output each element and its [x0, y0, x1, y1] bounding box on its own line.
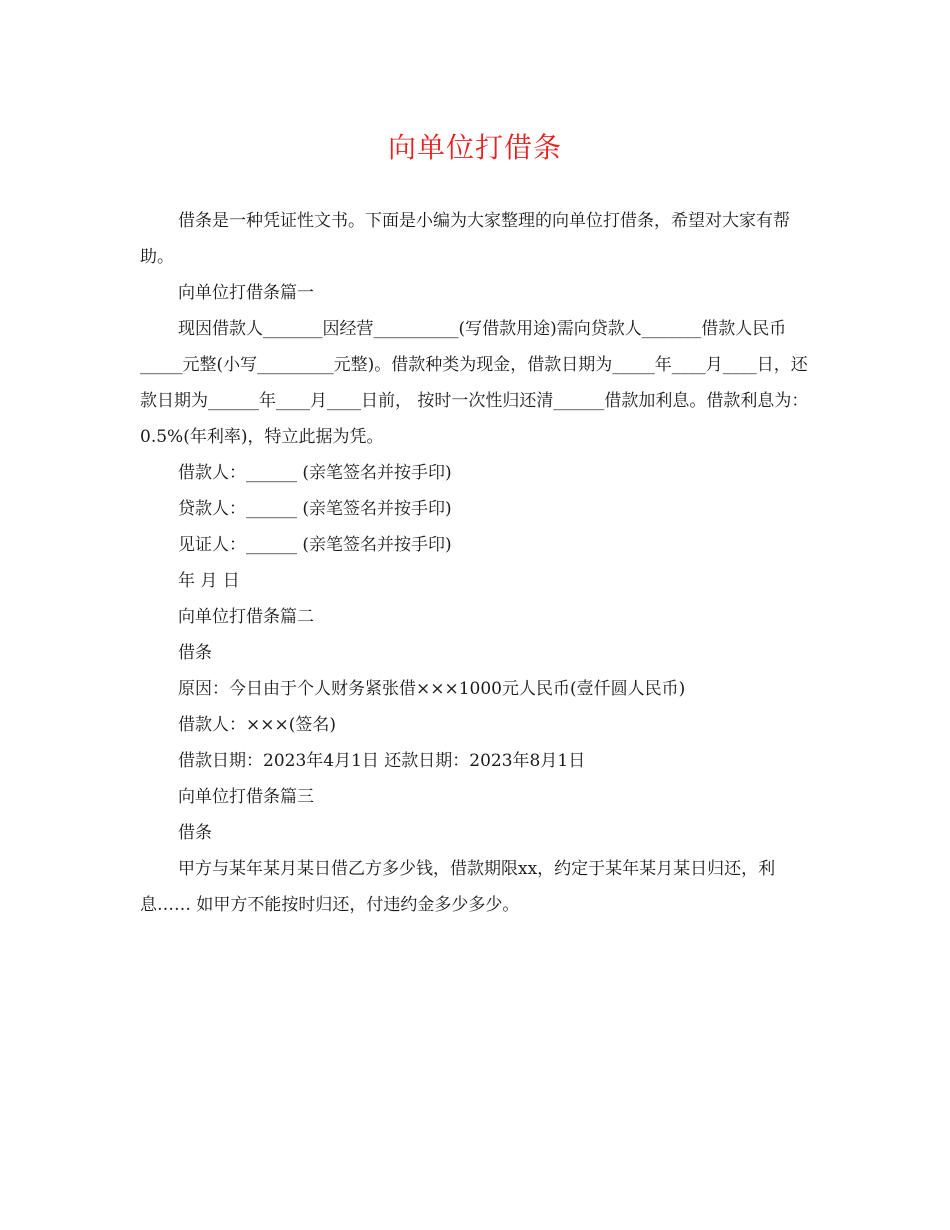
section1-borrower-line: 借款人：______ (亲笔签名并按手印)	[178, 463, 452, 483]
section1-heading: 向单位打借条篇一	[178, 283, 314, 303]
page-title: 向单位打借条	[387, 131, 562, 164]
section3-heading: 向单位打借条篇三	[178, 787, 314, 807]
intro-paragraph: 借条是一种凭证性文书。下面是小编为大家整理的向单位打借条，希望对大家有帮助。	[140, 211, 790, 267]
section2-label: 借条	[178, 643, 212, 663]
section1-lender-line: 贷款人：______ (亲笔签名并按手印)	[178, 499, 452, 519]
section3-paragraph: 甲方与某年某月某日借乙方多少钱，借款期限xx，约定于某年某月某日归还，利息…… 如甲方不能按时归还，付违约金多少多少。	[140, 859, 776, 915]
section2-borrower: 借款人：×××(签名)	[178, 715, 336, 735]
section1-paragraph: 现因借款人_______因经营__________(写借款用途)需向贷款人_______借款人民币_____元整(小写_________元整)。借款种类为现金，借款日期为_____年____月____日，还款日期为______年____月____日前， 按时一次性归还清______借款加利息。借款利息为： 0.5%(年利率)，特立此据为凭。	[140, 319, 809, 447]
section1-date-line: 年 月 日	[178, 571, 240, 591]
section2-heading: 向单位打借条篇二	[178, 607, 314, 627]
section3-label: 借条	[178, 823, 212, 843]
document-body	[140, 203, 812, 923]
section2-dates: 借款日期：2023年4月1日 还款日期：2023年8月1日	[178, 751, 586, 771]
section2-reason: 原因：今日由于个人财务紧张借×××1000元人民币(壹仟圆人民币)	[178, 679, 686, 699]
section1-witness-line: 见证人：______ (亲笔签名并按手印)	[178, 535, 452, 555]
